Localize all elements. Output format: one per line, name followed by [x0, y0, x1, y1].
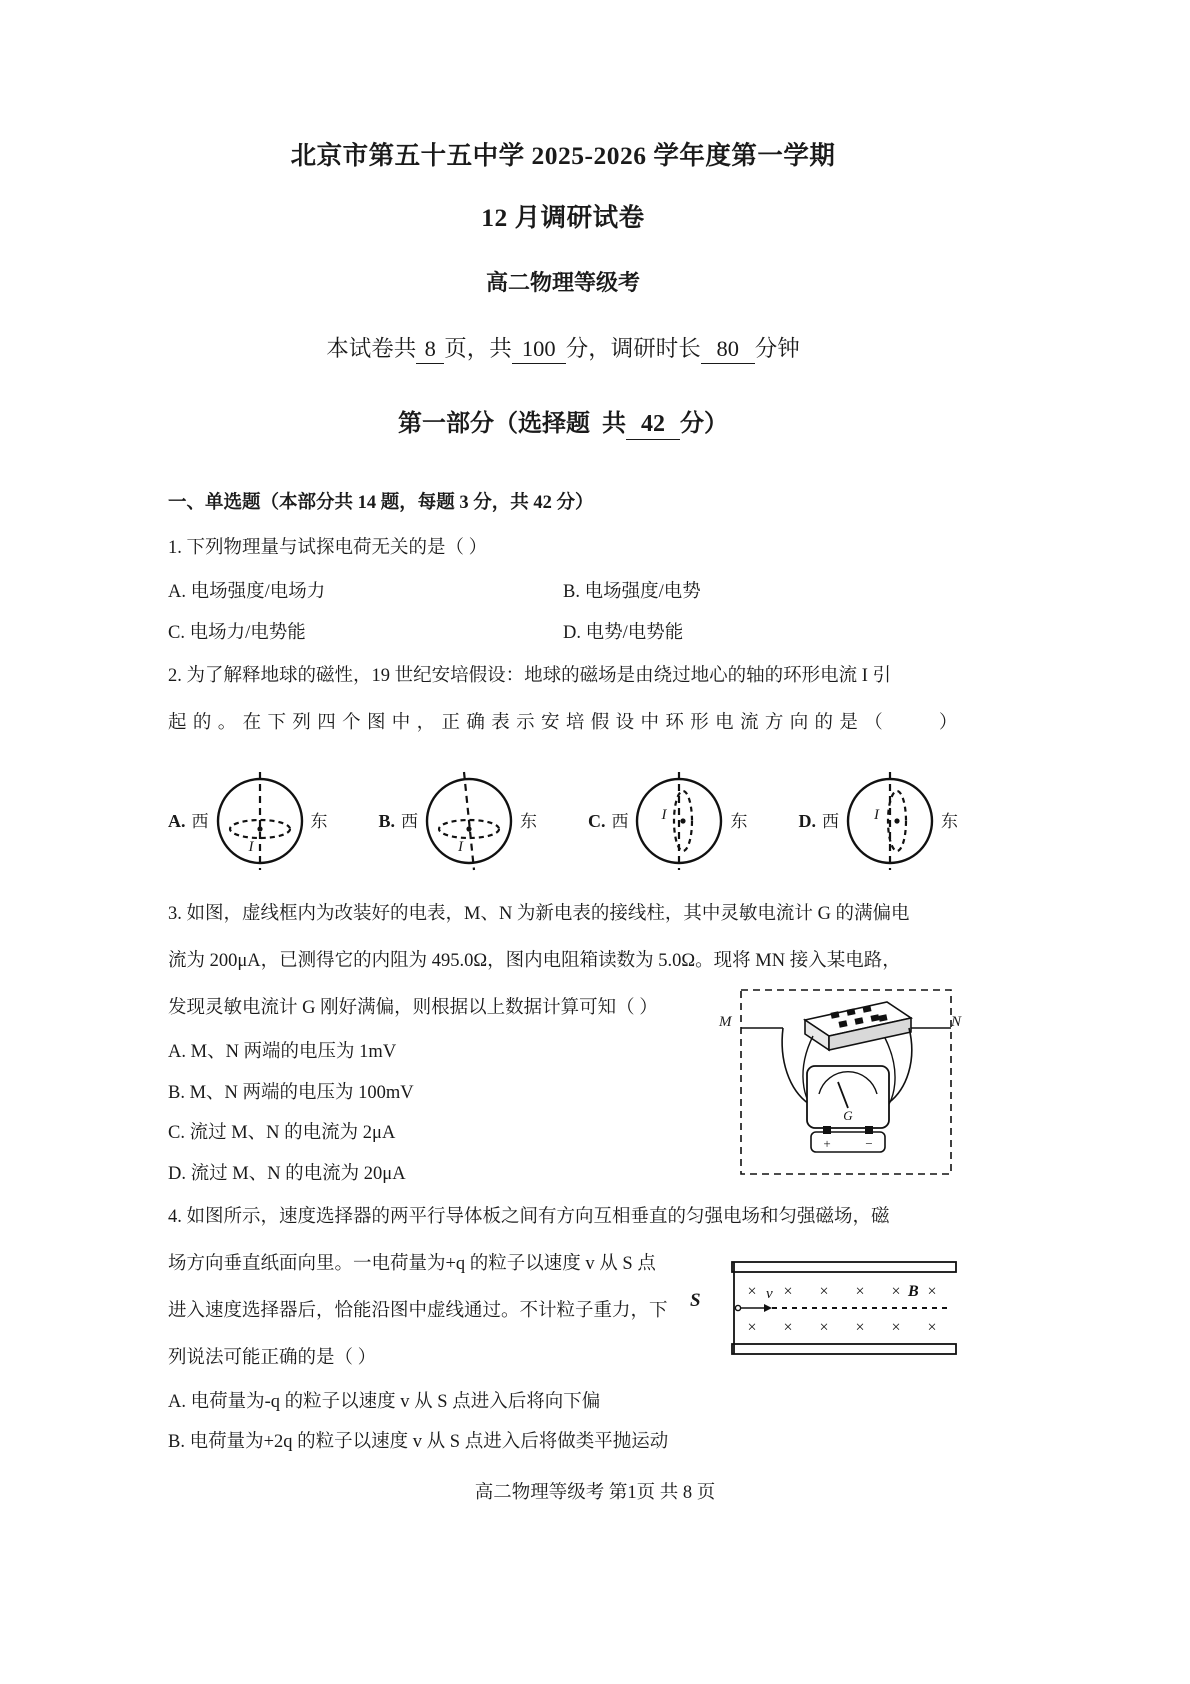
svg-text:×: ×: [927, 1319, 937, 1336]
question-4-stem-line-4: 列说法可能正确的是（ ）: [168, 1347, 377, 1368]
subject-title: 高二物理等级考: [485, 270, 640, 296]
globe-icon-d: [839, 770, 941, 872]
question-1-options-row-2: [168, 624, 958, 643]
question-1-options-row-1: [168, 583, 958, 602]
question-1-text: 下列物理量与试探电荷无关的是（ ）: [186, 538, 488, 559]
svg-text:v: v: [766, 1286, 773, 1302]
figure-2b-west: 西: [401, 811, 418, 831]
option-3c-text: 流过 M、N 的电流为 2μA: [189, 1123, 396, 1143]
part-points-blank: 42: [626, 411, 680, 440]
figure-2b: [378, 770, 537, 872]
option-3c-label: C.: [168, 1123, 185, 1143]
figure-2c-east: 东: [730, 811, 748, 831]
option-4b[interactable]: [168, 1433, 958, 1452]
svg-text:−: −: [865, 1136, 873, 1151]
svg-text:×: ×: [891, 1319, 901, 1336]
svg-text:×: ×: [855, 1283, 865, 1300]
terminal-m-label: M: [719, 1014, 732, 1030]
question-3-stem-line-2: 流为 200μA，已测得它的内阻为 495.0Ω，图内电阻箱读数为 5.0Ω。现将 MN 接入某电路，: [168, 951, 901, 972]
svg-text:×: ×: [891, 1283, 901, 1300]
page-subtitle: 12 月调研试卷: [481, 202, 645, 232]
part-title-prefix: 第一部分（选择题: [398, 411, 590, 438]
question-3-text-1: 如图，虚线框内为改装好的电表，M、N 为新电表的接线柱，其中灵敏电流计 G 的满偏电: [186, 904, 910, 925]
figure-2b-label: B.: [378, 811, 395, 832]
option-1a-label: A.: [168, 582, 186, 603]
figure-2d-west: 西: [821, 811, 839, 831]
score-blank: 100: [512, 336, 566, 364]
question-2-stem-line-2: 起的。在下列四个图中，正确表示安培假设中环形电流方向的是（ ）: [168, 713, 958, 734]
option-1c-text: 电场力/电势能: [189, 622, 306, 643]
question-2: [168, 664, 958, 880]
option-3a[interactable]: [168, 1043, 688, 1062]
figure-2c-current: I: [661, 807, 667, 824]
option-1d-text: 电势/电势能: [585, 622, 684, 643]
question-2-text-1: 为了解释地球的磁性，19 世纪安培假设：地球的磁场是由绕过地心的轴的环形电流 I 引: [186, 666, 892, 687]
option-1d[interactable]: [563, 624, 958, 643]
svg-text:×: ×: [855, 1319, 865, 1336]
question-1-number: 1.: [168, 538, 182, 559]
part-title-mid: 共: [602, 411, 626, 438]
option-3b[interactable]: [168, 1084, 688, 1103]
option-4b-text: 电荷量为+2q 的粒子以速度 v 从 S 点进入后将做类平抛运动: [189, 1432, 669, 1453]
option-1c[interactable]: [168, 624, 563, 643]
question-4-number: 4.: [168, 1207, 182, 1227]
option-1b[interactable]: [563, 583, 958, 602]
question-4-figure: [690, 1258, 958, 1358]
option-3a-text: M、N 两端的电压为 1mV: [190, 1042, 397, 1062]
question-2-stem-line-1: [168, 664, 958, 689]
option-1a[interactable]: [168, 583, 563, 602]
meta-suffix: 分钟: [754, 336, 800, 362]
meta-mid1: 页，共: [444, 336, 512, 362]
option-1c-label: C.: [168, 622, 185, 643]
question-1-stem: [168, 536, 958, 561]
question-4-stem-line-1: [168, 1205, 958, 1230]
question-3-figure: [719, 986, 962, 1178]
option-3c[interactable]: [168, 1124, 688, 1143]
svg-text:×: ×: [747, 1319, 757, 1336]
exam-meta-line: [168, 331, 958, 364]
svg-text:+: +: [823, 1136, 831, 1151]
page-content: [168, 0, 958, 1452]
meta-prefix: 本试卷共: [326, 336, 417, 362]
svg-text:×: ×: [927, 1283, 937, 1300]
figure-2d: [798, 770, 958, 872]
globe-icon-c: [628, 770, 730, 872]
question-4-stem-line-3: 进入速度选择器后，恰能沿图中虚线通过。不计粒子重力，下: [168, 1300, 668, 1321]
question-2-number: 2.: [168, 666, 182, 687]
part-one-title: [168, 403, 958, 440]
globe-icon-b: [418, 770, 520, 872]
option-4a-text: 电荷量为-q 的粒子以速度 v 从 S 点进入后将向下偏: [190, 1391, 601, 1412]
question-4-stem-line-2: 场方向垂直纸面向里。一电荷量为+q 的粒子以速度 v 从 S 点: [168, 1253, 656, 1274]
figure-2b-east: 东: [520, 811, 537, 831]
option-3d[interactable]: [168, 1165, 688, 1184]
option-3d-label: D.: [168, 1163, 186, 1184]
figure-2b-current: I: [458, 839, 463, 856]
option-4b-label: B.: [168, 1432, 185, 1453]
terminal-n-label: N: [951, 1014, 962, 1030]
question-2-figure-group: [168, 762, 958, 880]
figure-2a-west: 西: [191, 811, 209, 831]
question-3-number: 3.: [168, 904, 182, 925]
page-title: 北京市第五十五中学 2025-2026 学年度第一学期: [290, 141, 836, 170]
figure-2a: [168, 770, 328, 872]
option-1b-text: 电场强度/电势: [584, 582, 701, 603]
option-3b-label: B.: [168, 1082, 185, 1103]
section-heading: 一、单选题（本部分共 14 题，每题 3 分，共 42 分）: [168, 493, 594, 514]
figure-2a-current: I: [248, 839, 254, 856]
question-4-text-1: 如图所示，速度选择器的两平行导体板之间有方向互相垂直的匀强电场和匀强磁场，磁: [186, 1207, 890, 1227]
svg-text:×: ×: [747, 1283, 757, 1300]
figure-2d-label: D.: [798, 811, 816, 832]
source-point-label: S: [690, 1290, 701, 1311]
pages-blank: 8: [416, 336, 444, 364]
figure-2a-label: A.: [168, 811, 186, 832]
svg-text:G: G: [843, 1108, 853, 1123]
meta-mid2: 分，调研时长: [565, 336, 701, 362]
globe-icon-a: [209, 770, 311, 872]
option-1a-text: 电场强度/电场力: [190, 582, 326, 603]
duration-blank: 80: [701, 336, 755, 364]
svg-text:×: ×: [819, 1319, 829, 1336]
svg-text:B: B: [908, 1283, 919, 1300]
question-3-stem-line-1: [168, 902, 958, 927]
question-1: [168, 536, 958, 642]
option-1d-label: D.: [563, 622, 581, 643]
svg-text:×: ×: [783, 1283, 793, 1300]
option-1b-label: B.: [563, 582, 580, 603]
figure-2a-east: 东: [310, 811, 328, 831]
option-3d-text: 流过 M、N 的电流为 20μA: [190, 1163, 406, 1184]
option-3b-text: M、N 两端的电压为 100mV: [189, 1082, 414, 1103]
option-4a[interactable]: [168, 1393, 958, 1412]
figure-2d-east: 东: [940, 811, 958, 831]
option-4a-label: A.: [168, 1391, 186, 1412]
svg-text:×: ×: [819, 1283, 829, 1300]
figure-2c-label: C.: [587, 811, 606, 832]
question-3-stem-line-3: 发现灵敏电流计 G 刚好满偏，则根据以上数据计算可知（ ）: [168, 998, 658, 1019]
figure-2d-current: I: [873, 807, 879, 824]
option-3a-label: A.: [168, 1042, 186, 1062]
figure-2c: [588, 770, 748, 872]
figure-2c-west: 西: [611, 811, 629, 831]
svg-text:×: ×: [783, 1319, 793, 1336]
part-title-suffix: 分）: [680, 411, 728, 438]
page-footer: 高二物理等级考 第1页 共 8 页: [474, 1483, 716, 1503]
